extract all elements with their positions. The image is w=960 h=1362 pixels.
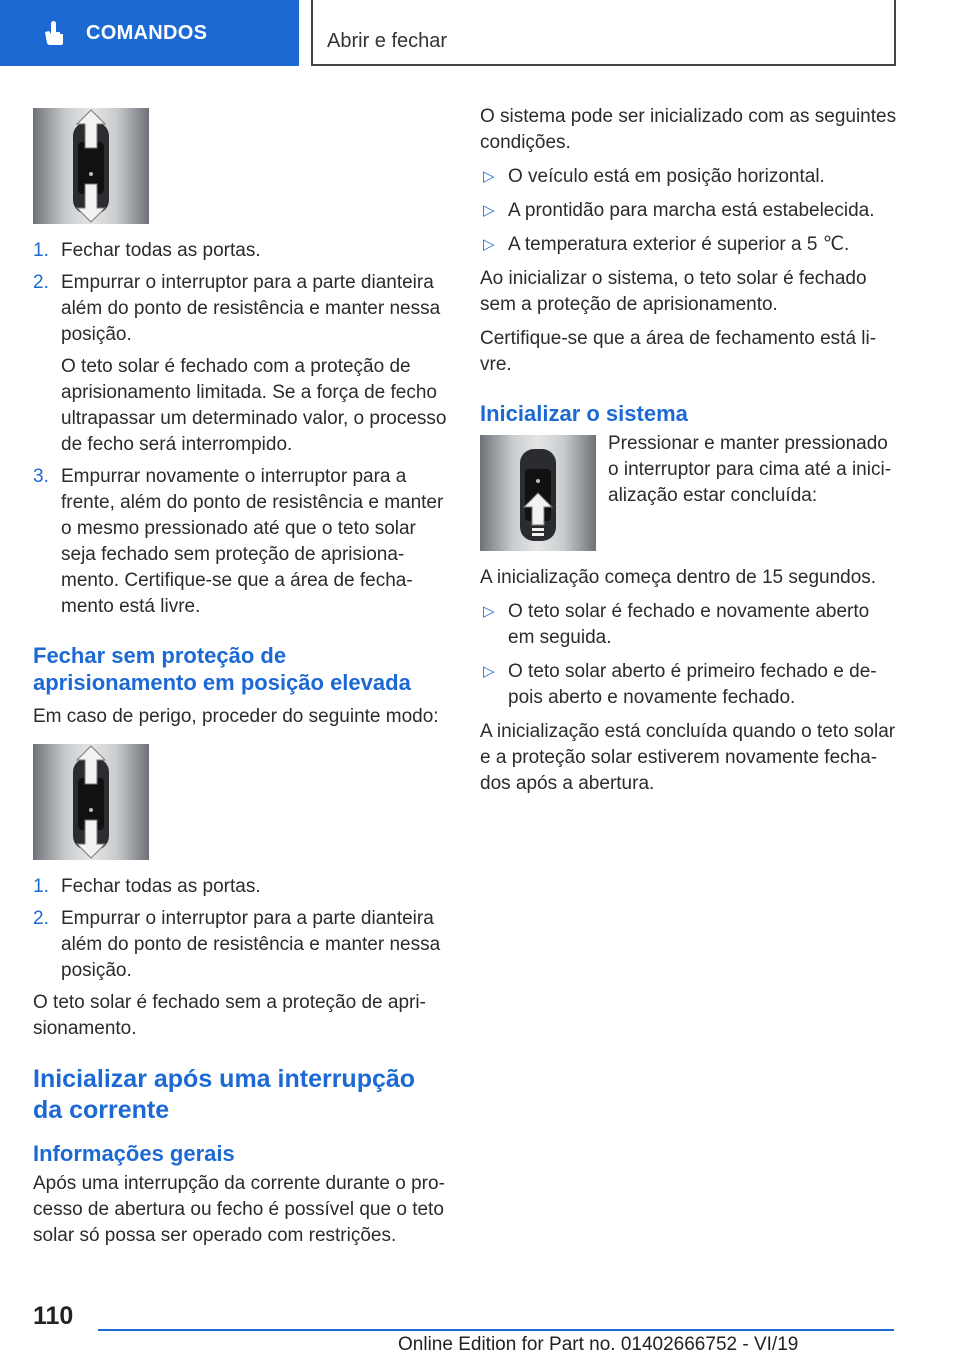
conditions-intro: O sistema pode ser inicializado com as seguintes condições. [480, 106, 897, 153]
list-item [33, 906, 448, 984]
raised-result: O teto solar é fechado sem a proteção de apri-sionamento. [33, 992, 426, 1039]
footer-rule [98, 1329, 894, 1331]
step-number: 3. [33, 466, 49, 487]
left-column [33, 108, 448, 1257]
list-item [480, 198, 900, 224]
heading-general-info: Informações gerais [33, 1141, 235, 1166]
page-number: 110 [33, 1302, 74, 1330]
step-text: Fechar todas as portas. [61, 876, 261, 897]
close-steps-list [33, 238, 448, 620]
step-number: 2. [33, 272, 49, 293]
conditions-list [480, 164, 900, 258]
heading-close-raised: Fechar sem proteção de aprisionamento em posição elevada [33, 643, 411, 695]
list-item [480, 232, 900, 258]
switch-photo-1 [33, 108, 149, 224]
condition-text: A temperatura exterior é superior a 5 ℃. [508, 234, 850, 255]
triangle-bullet-icon: ▷ [483, 603, 495, 620]
triangle-bullet-icon: ▷ [483, 663, 495, 680]
heading-init-system: Inicializar o sistema [480, 401, 688, 426]
general-info-text: Após uma interrupção da corrente durante o pro-cesso de abertura ou fecho é possível que o teto solar só possa ser operado com restrições. [33, 1173, 445, 1246]
list-item [33, 238, 448, 264]
list-item [480, 599, 900, 651]
list-item [33, 270, 448, 458]
switch-photo-3 [480, 435, 596, 551]
triangle-bullet-icon: ▷ [483, 202, 495, 219]
raised-steps-list [33, 874, 448, 984]
step-text: Empurrar o interruptor para a parte dianteira além do ponto de resistência e manter nessa posição. [61, 908, 441, 981]
header-section [311, 0, 896, 66]
step-number: 1. [33, 240, 49, 261]
header-tab-label: COMANDOS [86, 21, 208, 44]
list-item [33, 874, 448, 900]
raised-intro: Em caso de perigo, proceder do seguinte modo: [33, 706, 439, 727]
start-text: A inicialização começa dentro de 15 segundos. [480, 567, 877, 588]
header-tab [0, 0, 299, 66]
init-steps-list [480, 599, 900, 711]
edition-text: Online Edition for Part no. 01402666752 - VI/19 [398, 1334, 799, 1355]
triangle-bullet-icon: ▷ [483, 168, 495, 185]
condition-text: A prontidão para marcha está estabelecida. [508, 200, 875, 221]
triangle-bullet-icon: ▷ [483, 236, 495, 253]
step-note: O teto solar é fechado com a proteção de aprisionamento limitada. Se a força de fecho ultrapassar um determinado valor, o processo de fecho será interrompido. [61, 356, 447, 455]
list-item [480, 164, 900, 190]
step-text: Empurrar o interruptor para a parte dianteira além do ponto de resistência e manter nessa posição. [61, 272, 441, 345]
init-step-text: O teto solar aberto é primeiro fechado e de-pois aberto e novamente fechado. [508, 661, 877, 708]
heading-init-power: Inicializar após uma interrupção da corrente [33, 1065, 416, 1124]
hand-pointer-icon [40, 19, 68, 47]
step-text: Fechar todas as portas. [61, 240, 261, 261]
done-text: A inicialização está concluída quando o teto solar e a proteção solar estiverem novamente fecha-dos após a abertura. [480, 721, 896, 794]
area-note: Certifique-se que a área de fechamento está li-vre. [480, 328, 877, 375]
list-item [33, 464, 448, 620]
list-item [480, 659, 900, 711]
right-column [480, 104, 900, 805]
step-number: 1. [33, 876, 49, 897]
condition-text: O veículo está em posição horizontal. [508, 166, 825, 187]
init-step-text: O teto solar é fechado e novamente aberto em seguida. [508, 601, 870, 648]
step-number: 2. [33, 908, 49, 929]
step-text: Empurrar novamente o interruptor para a frente, além do ponto de resistência e manter o mesmo pressionado até que o teto solar seja fechado sem proteção de aprisiona-mento. Certifique-se que a área de fecha-mento está livre. [61, 466, 444, 617]
switch-photo-2 [33, 744, 149, 860]
press-text: Pressionar e manter pressionado o interruptor para cima até a inici-alização estar concluída: [608, 433, 892, 506]
init-note: Ao inicializar o sistema, o teto solar é fechado sem a proteção de aprisionamento. [480, 268, 867, 315]
header-section-label: Abrir e fechar [327, 30, 448, 52]
press-instruction [480, 435, 900, 551]
